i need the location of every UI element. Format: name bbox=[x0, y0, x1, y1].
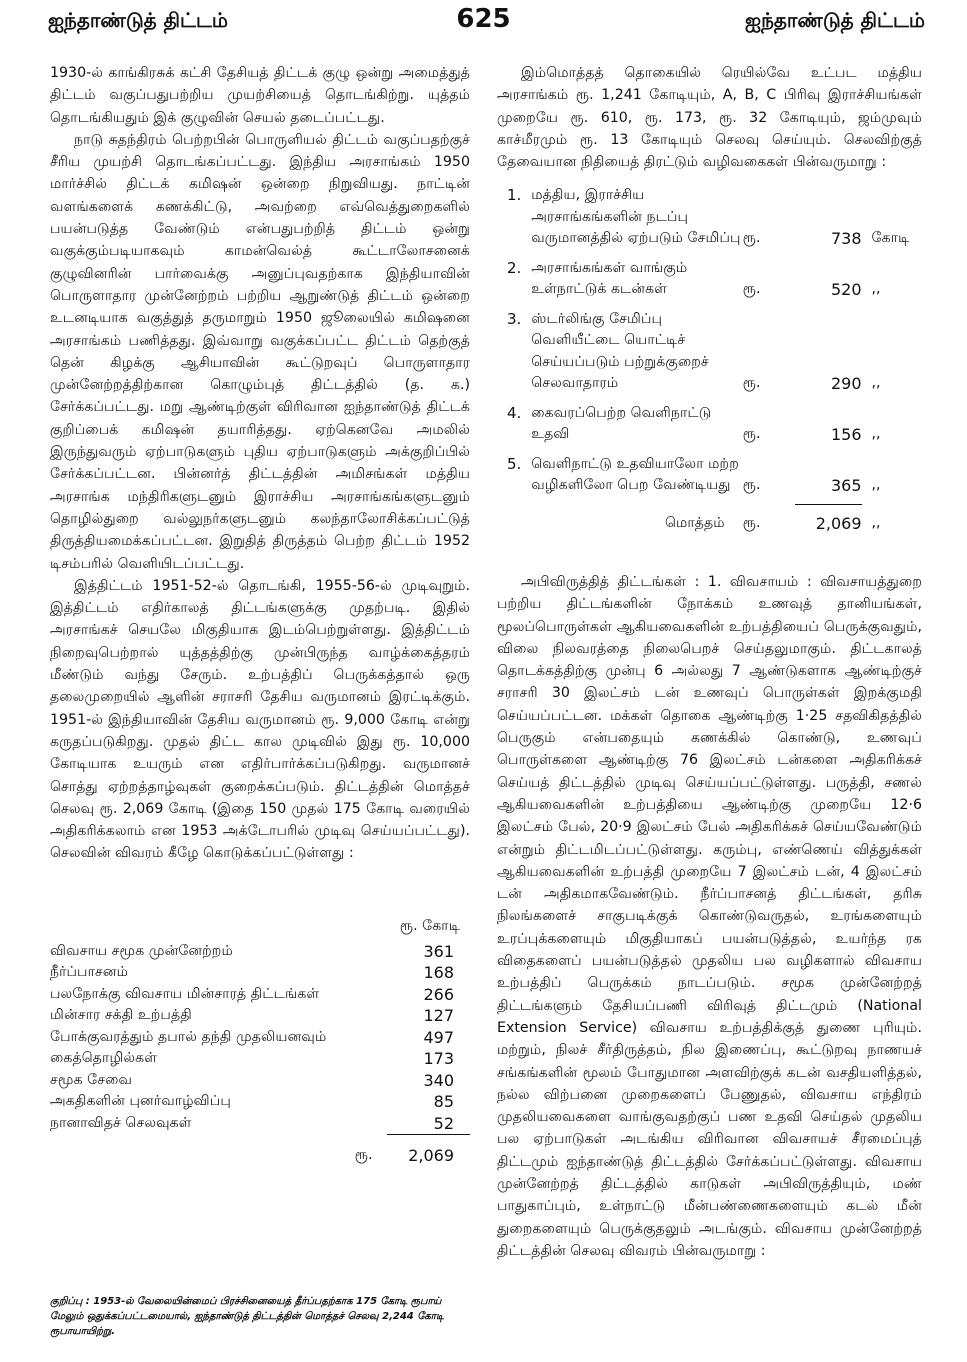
expense-value: 173 bbox=[423, 1049, 454, 1069]
funding-item-amount: 738 bbox=[831, 229, 862, 249]
expense-row bbox=[50, 962, 470, 984]
expense-value: 497 bbox=[423, 1027, 454, 1047]
footnote: குறிப்பு : 1953-ல் வேலையின்மைப் பிரச்சினையைத் தீர்ப்பதற்காக 175 கோடி ரூபாய் மேலும் ஒதுக்கப்பட்டமையால், ஐந்தாண்டுத் திட்டத்தின் மொத்தச் செலவு 2,244 கோடி ரூபாயாயிற்று. bbox=[50, 1296, 444, 1337]
funding-item-label: ஸ்டர்லிங்கு சேமிப்பு வெளியீட்டை யொட்டிச் செய்யப்படும் பற்றுக்குறைச் செலவாதாரம் bbox=[531, 310, 709, 392]
expense-value: 361 bbox=[423, 941, 454, 961]
funding-item-number: 1. bbox=[506, 186, 522, 205]
expense-label: சமூக சேவை bbox=[50, 1071, 133, 1088]
funding-item-rs: ரூ. bbox=[742, 375, 761, 392]
expense-row bbox=[50, 1091, 470, 1113]
funding-item-number: 5. bbox=[506, 454, 522, 473]
expense-value: 266 bbox=[423, 984, 454, 1004]
expense-label: அகதிகளின் புனர்வாழ்விப்பு bbox=[50, 1093, 231, 1110]
funding-row bbox=[497, 185, 922, 258]
right-column bbox=[497, 62, 922, 1262]
funding-item-amount: 520 bbox=[831, 280, 862, 300]
funding-table bbox=[497, 185, 922, 535]
expense-row bbox=[50, 941, 470, 963]
expense-value: 340 bbox=[423, 1070, 454, 1090]
funding-item-unit: ,, bbox=[871, 426, 881, 443]
funding-row bbox=[497, 403, 922, 454]
expense-label: மின்சார சக்தி உற்பத்தி bbox=[50, 1007, 192, 1024]
expense-row bbox=[50, 1027, 470, 1049]
expense-label: பலநோக்கு விவசாய மின்சாரத் திட்டங்கள் bbox=[50, 985, 320, 1002]
paragraph-plan-period: இத்திட்டம் 1951-52-ல் தொடங்கி, 1955-56-ல் முடிவுறும். இத்திட்டம் எதிர்காலத் திட்டங்களுக்கு முதற்படி. இதில் அரசாங்கச் செயலே மிகுதியாக இடம்பெற்றுள்ளது. இத்திட்டம் நிறைவுபெற்றால் யுத்தத்திற்கு முன்பிருந்த வாழ்க்கைத்தரம் மீண்டும் வந்து சேரும். உற்பத்திப் பெருக்கத்தால் ஒரு தலைமுறையில் ஆளின் சராசரி தேசிய வருமானம் இரட்டிக்கும். 1951-ல் இந்தியாவின் தேசிய வருமானம் ரூ. 9,000 கோடி என்று கருதப்படுகிறது. முதல் திட்ட கால முடிவில் இது ரூ. 10,000 கோடியாக உயரும் என எதிர்பார்க்கப்படுகிறது. வருமானச் சொத்து ஏற்றத்தாழ்வுகள் குறைக்கப்படும். திட்டத்தின் மொத்தச் செலவு ரூ. 2,069 கோடி (இதை 150 முதல் 175 கோடி வரையில் அதிகரிக்கலாம் என 1953 அக்டோபரில் முடிவு செய்யப்பட்டது). செலவின் விவரம் கீழே கொடுக்கப்பட்டுள்ளது : bbox=[50, 577, 470, 862]
expense-label: போக்குவரத்தும் தபால் தந்தி முதலியனவும் bbox=[50, 1028, 327, 1045]
funding-item-label: கைவரப்பெற்ற வெளிநாட்டு உதவி bbox=[531, 404, 712, 443]
funding-item-label: மத்திய, இராச்சிய அரசாங்கங்களின் நடப்பு வருமானத்தில் ஏற்படும் சேமிப்பு bbox=[531, 187, 741, 247]
running-title-left: ஐந்தாண்டுத் திட்டம் bbox=[48, 8, 228, 32]
expense-total-row bbox=[50, 1135, 470, 1167]
funding-item-amount: 156 bbox=[831, 425, 862, 445]
funding-item-rs: ரூ. bbox=[742, 477, 761, 494]
expense-total-prefix: ரூ. bbox=[354, 1146, 373, 1163]
funding-row bbox=[497, 309, 922, 403]
funding-item-rs: ரூ. bbox=[742, 281, 761, 298]
paragraph-committee-1930: 1930-ல் காங்கிரசுக் கட்சி தேசியத் திட்டக் குழு ஒன்று அமைத்துத் திட்டம் வகுப்பதுபற்றிய முயற்சியைத் தொடங்கிற்று. யுத்தம் தொடங்கியதும் இக் குழுவின் செயல் தடைப்பட்டது. bbox=[50, 65, 470, 126]
paragraph-allocation: இம்மொத்தத் தொகையில் ரெயில்வே உட்பட மத்திய அரசாங்கம் ரூ. 1,241 கோடியும், A, B, C பிரிவு இராச்சியங்கள் முறையே ரூ. 610, ரூ. 173, ரூ. 32 கோடியும், ஜம்முவும் காச்மீரமும் ரூ. 13 கோடியும் செலவு செய்யும். செலவிற்குத் தேவையான நிதியைத் திரட்டும் வழிவகைகள் பின்வருமாறு : bbox=[497, 65, 922, 171]
paragraph-agriculture: அபிவிருத்தித் திட்டங்கள் : 1. விவசாயம் : விவசாயத்துறை பற்றிய திட்டங்களின் நோக்கம் உணவுத் தானியங்கள், மூலப்பொருள்கள் ஆகியவைகளின் உற்பத்தியைப் பெருக்குவதும், விலை நிலவரத்தை நிலைபெறச் செய்தலுமாகும். திட்டகாலத் தொடக்கத்திற்கு முன்பு 6 அல்லது 7 ஆண்டுகளாக ஆண்டிற்குச் சராசரி 30 இலட்சம் டன் உணவுப் பொருள்கள் இறக்குமதி செய்யப்பட்டன. மக்கள் தொகை ஆண்டிற்கு 1·25 சதவிகிதத்தில் பெருகும் என்பதையும் கணக்கில் கொண்டு, உணவுப் பொருள்களை ஆண்டிற்கு 76 இலட்சம் டன்களை அதிகரிக்கச் செய்யத் திட்டத்தில் முடிவு செய்யப்பட்டுள்ளது. பருத்தி, சணல் ஆகியவைகளின் உற்பத்தியை ஆண்டிற்கு முறையே 12·6 இலட்சம் பேல், 20·9 இலட்சம் பேல் அதிகரிக்கச் செய்யவேண்டும் என்றும் திட்டமிடப்பட்டுள்ளது. கரும்பு, எண்ணெய் வித்துக்கள் ஆகியவைகளின் உற்பத்தி முறையே 7 இலட்சம் டன், 4 இலட்சம் டன் அதிகமாகவேண்டும். நீர்ப்பாசனத் திட்டங்கள், தரிசு நிலங்களைச் சாகுபடிக்குக் கொண்டுவருதல், உரங்களையும் உரப்புக்களையும் மிகுதியாகப் பயன்படுத்தல், உயர்ந்த ரக விதைகளைப் பயன்படுத்தல் முதலிய பல வழிகளால் விவசாய உற்பத்திப் பெருக்கம் நாடப்படும். சமூக முன்னேற்றத் திட்டங்களும் தேசியப்பணி விரிவுத் திட்டமும் (National Extension Service) விவசாய உற்பத்திக்குத் துணை புரியும். மற்றும், நிலச் சீர்திருத்தம், நில இணைப்பு, கூட்டுறவு நாணயச் சங்கங்களின் மூலம் போதுமான அளவிற்குக் கடன் வசதியளித்தல், நல்ல விற்பனை முறைகளைப் பேணுதல், விவசாய எந்திரம் முதலியவைகளை வாங்குவதற்குப் பண உதவி செய்தல் முதலிய பல ஏற்பாடுகள் அடங்கிய விரிவான விவசாயச் சீரமைப்புத் திட்டமும் ஐந்தாண்டுத் திட்டத்தில் சேர்க்கப்பட்டுள்ளது. விவசாய முன்னேற்றத் திட்டத்தில் காடுகள் அபிவிருத்தியும், மண் பாதுகாப்பும், உள்நாட்டு மீன்பண்ணைகளையும் கடல் மீன் துறைகளையும் பெருக்குதலும் அடங்கும். விவசாய முன்னேற்றத் திட்டத்தின் செலவு விவரம் பின்வருமாறு : bbox=[497, 573, 922, 1259]
funding-item-amount: 365 bbox=[831, 475, 862, 495]
running-title-right: ஐந்தாண்டுத் திட்டம் bbox=[745, 8, 925, 32]
expense-value: 85 bbox=[433, 1092, 454, 1112]
funding-item-number: 4. bbox=[506, 403, 522, 422]
expense-value: 52 bbox=[433, 1113, 454, 1133]
expense-label: விவசாய சமூக முன்னேற்றம் bbox=[50, 942, 233, 959]
funding-item-amount: 290 bbox=[831, 374, 862, 394]
expense-row bbox=[50, 984, 470, 1006]
page-number: 625 bbox=[456, 4, 511, 34]
funding-item-rs: ரூ. bbox=[742, 230, 761, 247]
expense-label: நானாவிதச் செலவுகள் bbox=[50, 1114, 192, 1131]
left-column bbox=[50, 62, 470, 1167]
expense-table bbox=[50, 941, 470, 1167]
expense-value: 127 bbox=[423, 1006, 454, 1026]
funding-row bbox=[497, 258, 922, 309]
funding-total-unit: ,, bbox=[871, 515, 881, 532]
funding-item-unit: ,, bbox=[871, 281, 881, 298]
expense-row bbox=[50, 1070, 470, 1092]
funding-item-label: அரசாங்கங்கள் வாங்கும் உள்நாட்டுக் கடன்கள் bbox=[531, 259, 688, 298]
expense-row bbox=[50, 1048, 470, 1070]
funding-item-number: 2. bbox=[506, 258, 522, 277]
expense-label: நீர்ப்பாசனம் bbox=[50, 964, 129, 981]
funding-total-label: மொத்தம் bbox=[664, 514, 725, 531]
funding-row bbox=[497, 454, 922, 505]
funding-item-unit: ,, bbox=[871, 375, 881, 392]
funding-total-row bbox=[497, 505, 922, 535]
funding-item-unit: ,, bbox=[871, 477, 881, 494]
funding-item-rs: ரூ. bbox=[742, 426, 761, 443]
funding-total-amount: 2,069 bbox=[795, 505, 861, 535]
expense-row bbox=[50, 1005, 470, 1027]
funding-item-unit: கோடி bbox=[871, 230, 910, 247]
expense-total-value: 2,069 bbox=[387, 1135, 470, 1167]
funding-item-label: வெளிநாட்டு உதவியாலோ மற்ற வழிகளிலோ பெற வேண்டியது bbox=[531, 455, 739, 494]
paragraph-planning-commission: நாடு சுதந்திரம் பெற்றபின் பொருளியல் திட்டம் வகுப்பதற்குச் சீரிய முயற்சி தொடங்கப்பட்டது. இந்திய அரசாங்கம் 1950 மார்ச்சில் திட்டக் கமிஷன் ஒன்றை நிறுவியது. நாட்டின் வளங்களைக் கணக்கிட்டு, அவற்றை எவ்வெத்துறைகளில் பயன்படுத்த வேண்டும் என்பதுபற்றித் திட்டம் ஒன்று வகுக்கும்படியாகவும் காமன்வெல்த் கூட்டாலோசனைக் குழுவினரின் பார்வைக்கு அனுப்புவதற்காக இந்தியாவின் பொருளாதார முன்னேற்றம் பற்றிய ஆறுண்டுத் திட்டம் ஒன்றை உடனடியாக வகுத்துத் தருமாறும் 1950 ஜூலையில் கமிஷனை அரசாங்கம் பணித்தது. இவ்வாறு வகுக்கப்பட்ட திட்டம் தெற்குத் தென் கிழக்கு ஆசியாவின் கூட்டுறவுப் பொருளாதார முன்னேற்றத்திற்கான கொழும்புத் திட்டத்தில் (த. க.) சேர்க்கப்பட்டது. மறு ஆண்டிற்குள் விரிவான ஐந்தாண்டுத் திட்டக் குறிப்பைக் கமிஷன் தயாரித்தது. ஏற்கெனவே அமலில் இருந்துவரும் ஏற்பாடுகளும் புதிய ஏற்பாடுகளும் அக்குறிப்பில் சேர்க்கப்பட்டன. பின்னர்த் திட்டத்தின் அமிசங்கள் மத்திய அரசாங்க மந்திரிகளுடனும் இராச்சிய அரசாங்கங்களுடனும் தொழில்துறை வல்லுநர்களுடனும் கலந்தாலோசிக்கப்பட்டுத் திருத்தியமைக்கப்பட்டன. இறுதித் திருத்தம் பெற்ற திட்டம் 1952 டிசம்பரில் வெளியிடப்பட்டது. bbox=[50, 131, 470, 572]
funding-item-number: 3. bbox=[506, 309, 522, 328]
expense-label: கைத்தொழில்கள் bbox=[50, 1050, 158, 1067]
expense-row bbox=[50, 1113, 470, 1135]
funding-total-rs: ரூ. bbox=[742, 515, 761, 532]
expense-value: 168 bbox=[423, 963, 454, 983]
expense-unit-label: ரூ. கோடி bbox=[399, 917, 460, 934]
